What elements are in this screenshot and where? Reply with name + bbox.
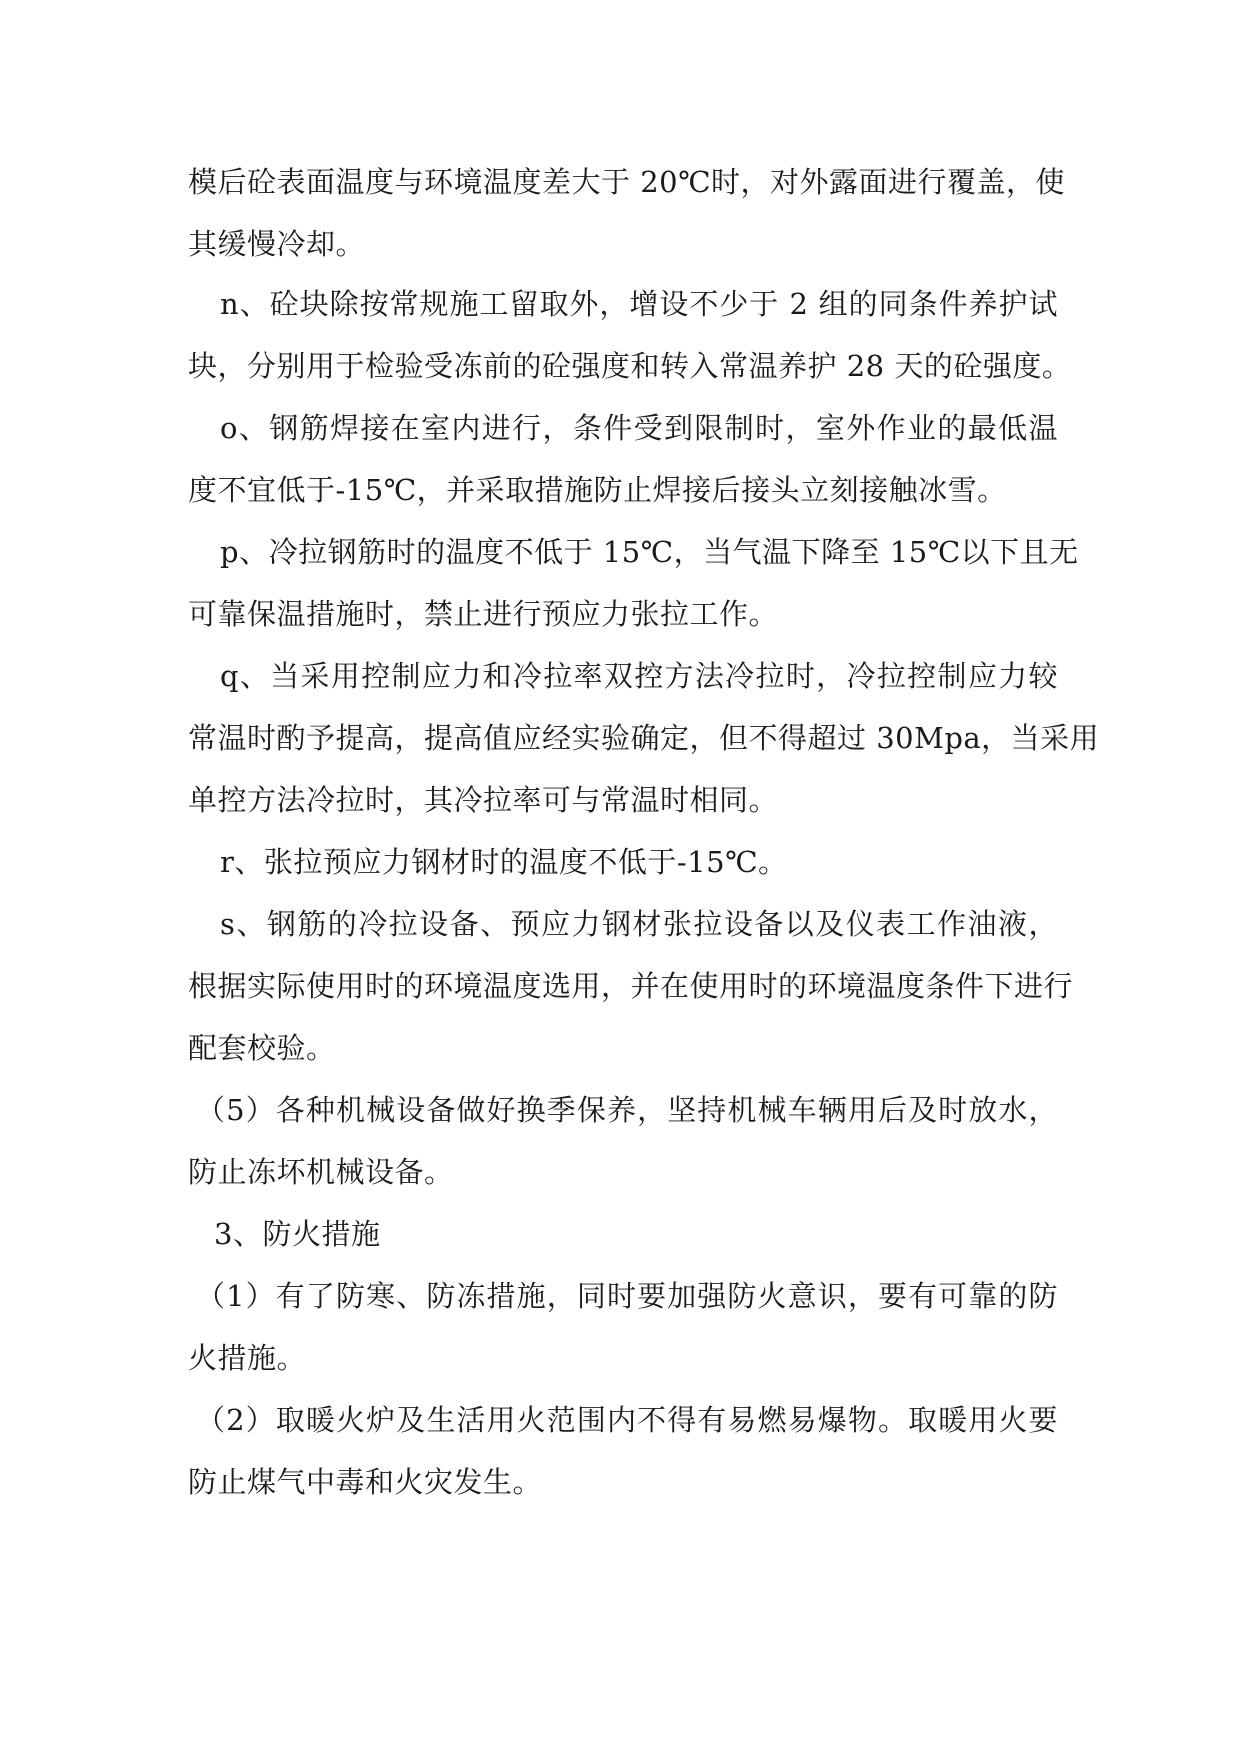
paragraph-q-line-2: 常温时酌予提高，提高值应经实验确定，但不得超过 30Mpa，当采用: [188, 721, 1100, 755]
paragraph-fire-2-line-1: （2）取暖火炉及生活用火范围内不得有易燃易爆物。取暖用火要: [196, 1403, 1058, 1437]
paragraph-p-line-1: p、冷拉钢筋时的温度不低于 15℃，当气温下降至 15℃以下且无: [220, 535, 1079, 569]
section-heading-fire-prevention: 3、防火措施: [214, 1217, 381, 1251]
paragraph-r-line-1: r、张拉预应力钢材时的温度不低于-15℃。: [220, 845, 788, 879]
paragraph-fire-1-line-1: （1）有了防寒、防冻措施，同时要加强防火意识，要有可靠的防: [196, 1279, 1058, 1313]
paragraph-n-line-2: 块，分别用于检验受冻前的砼强度和转入常温养护 28 天的砼强度。: [188, 349, 1072, 383]
paragraph-s-line-2: 根据实际使用时的环境温度选用，并在使用时的环境温度条件下进行: [188, 969, 1074, 1003]
paragraph-q-line-3: 单控方法冷拉时，其冷拉率可与常温时相同。: [188, 783, 779, 817]
paragraph-fire-2-line-2: 防止煤气中毒和火灾发生。: [188, 1465, 543, 1499]
paragraph-n-line-1: n、砼块除按常规施工留取外，增设不少于 2 组的同条件养护试: [220, 287, 1058, 321]
paragraph-fire-1-line-2: 火措施。: [188, 1341, 307, 1375]
paragraph-s-line-1: s、钢筋的冷拉设备、预应力钢材张拉设备以及仪表工作油液，: [220, 907, 1058, 941]
paragraph-s-line-3: 配套校验。: [188, 1031, 336, 1065]
paragraph-m-line-3: 其缓慢冷却。: [188, 227, 366, 261]
paragraph-5-line-2: 防止冻坏机械设备。: [188, 1155, 454, 1189]
paragraph-q-line-1: q、当采用控制应力和冷拉率双控方法冷拉时，冷拉控制应力较: [220, 659, 1058, 693]
paragraph-m-line-2: 模后砼表面温度与环境温度差大于 20℃时，对外露面进行覆盖，使: [188, 165, 1066, 199]
paragraph-o-line-1: o、钢筋焊接在室内进行，条件受到限制时，室外作业的最低温: [220, 411, 1058, 445]
paragraph-5-line-1: （5）各种机械设备做好换季保养，坚持机械车辆用后及时放水，: [196, 1093, 1058, 1127]
paragraph-p-line-2: 可靠保温措施时，禁止进行预应力张拉工作。: [188, 597, 779, 631]
paragraph-o-line-2: 度不宜低于-15℃，并采取措施防止焊接后接头立刻接触冰雪。: [188, 473, 1007, 507]
